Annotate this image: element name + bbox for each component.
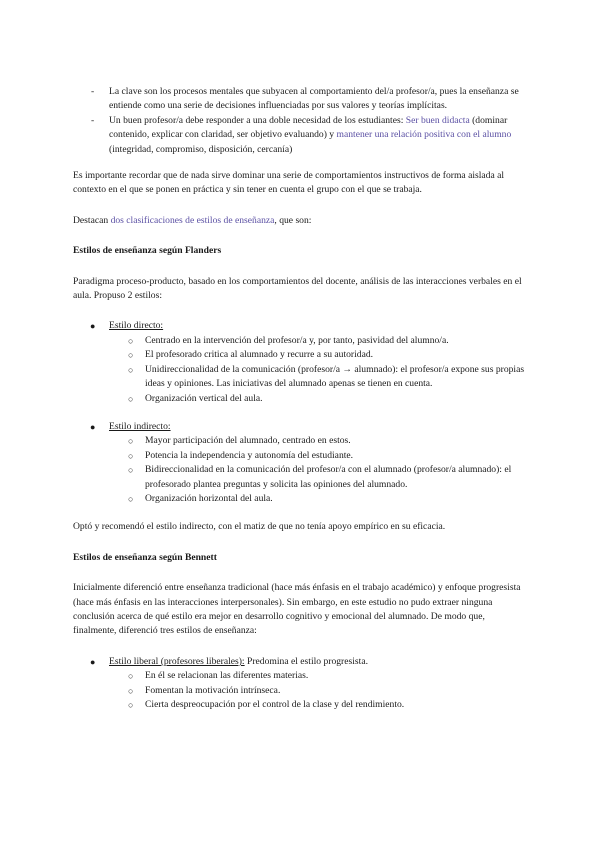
intro-item (73, 85, 528, 114)
sub-item-text: Fomentan la motivación intrínseca. (145, 684, 281, 696)
style-title: Estilo indirecto: (109, 420, 171, 432)
bullet-icon: ● (90, 421, 96, 432)
intro-item (73, 114, 528, 157)
dash-marker: - (91, 86, 95, 97)
sub-item-text: Unidireccionalidad de la comunicación (profesor/a → alumnado): el profesor/a expone sus propias ideas y opiniones. Las iniciativas del alumnado apenas se tienen en cuenta. (145, 363, 525, 390)
paragraph-importante: Es importante recordar que de nada sirve dominar una serie de comportamientos instructivos de forma aislada al contexto en el que se ponen en práctica y sin tener en cuenta el grupo con el que se trabaja. (73, 170, 505, 196)
sub-item (73, 348, 528, 362)
highlight-dos-clasificaciones: dos clasificaciones de estilos de enseñanza (110, 214, 275, 226)
style-sublist (73, 434, 528, 506)
paragraph-flanders-intro: Paradigma proceso-producto, basado en los comportamientos del docente, análisis de las interacciones verbales en el aula. Propuso 2 estilos: (73, 275, 522, 302)
style-item-liberal (73, 655, 528, 713)
style-sublist (73, 669, 528, 712)
circle-icon: ○ (128, 493, 134, 504)
sub-item (73, 684, 528, 698)
circle-icon: ○ (128, 465, 134, 476)
circle-icon: ○ (128, 685, 134, 696)
bullet-icon: ● (90, 321, 96, 332)
sub-item (73, 669, 528, 683)
sub-item (73, 449, 528, 463)
highlight-ser-buen-didacta: Ser buen didacta (405, 114, 470, 126)
sub-item-text: Centrado en la intervención del profesor/a y, por tanto, pasividad del alumno/a. (145, 334, 449, 346)
sub-item (73, 463, 528, 492)
sub-item-text: Cierta despreocupación por el control de la clase y del rendimiento. (145, 699, 405, 710)
paragraph-destacan (73, 214, 528, 228)
flanders-style-list (73, 319, 528, 506)
paragraph-flanders-conclusion: Optó y recomendó el estilo indirecto, con el matiz de que no tenía apoyo empírico en su eficacia. (73, 521, 446, 533)
intro-item-text: (dominar contenido, explicar con claridad, ser objetivo evaluando) y (109, 114, 508, 141)
sub-item (73, 434, 528, 448)
sub-item (73, 492, 528, 506)
heading-flanders: Estilos de enseñanza según Flanders (73, 245, 222, 257)
style-item-indirecto (73, 420, 528, 506)
sub-item-text: El profesorado critica al alumnado y recurre a su autoridad. (145, 349, 374, 361)
circle-icon: ○ (128, 393, 134, 404)
style-title: Estilo directo: (109, 320, 164, 332)
circle-icon: ○ (128, 436, 134, 447)
circle-icon: ○ (128, 335, 134, 346)
sub-item-text: Potencia la independencia y autonomía del estudiante. (145, 449, 354, 461)
sub-item-text: Organización horizontal del aula. (145, 492, 273, 504)
circle-icon: ○ (128, 671, 134, 682)
sub-item (73, 698, 528, 712)
style-sublist (73, 334, 528, 406)
sub-item (73, 392, 528, 406)
page-content (73, 85, 528, 712)
paragraph-text: , que son: (274, 214, 312, 226)
paragraph-bennett-intro: Inicialmente diferenció entre enseñanza tradicional (hace más énfasis en el trabajo académico) y enfoque progresista (hace más énfasis en las interacciones interpersonales). Sin embargo, en este estudio no pudo extraer ninguna conclusión acerca de qué estilo era mejor en desarrollo cognitivo y emocional del alumnado. De modo que, finalmente, diferenció tres estilos de enseñanza: (73, 582, 521, 637)
sub-item-text: Organización vertical del aula. (145, 392, 263, 404)
dash-marker: - (91, 114, 95, 126)
circle-icon: ○ (128, 700, 134, 710)
intro-list (73, 85, 528, 157)
sub-item-text: En él se relacionan las diferentes materias. (145, 670, 309, 682)
intro-item-text: (integridad, compromiso, disposición, cercanía) (109, 143, 293, 155)
bennett-style-list (73, 655, 528, 713)
circle-icon: ○ (128, 350, 134, 361)
style-title: Estilo liberal (profesores liberales): (109, 655, 245, 667)
bullet-icon: ● (90, 656, 96, 667)
circle-icon: ○ (128, 364, 134, 375)
highlight-relacion-positiva: mantener una relación positiva con el alumno (336, 129, 512, 141)
paragraph-text: Destacan (73, 214, 111, 226)
intro-item-text: La clave son los procesos mentales que subyacen al comportamiento del/a profesor/a, pues la enseñanza se entiende como una serie de decisiones influenciadas por sus valores y teorías implícitas. (109, 86, 519, 112)
style-item-directo (73, 319, 528, 405)
circle-icon: ○ (128, 450, 134, 461)
sub-item (73, 363, 528, 392)
sub-item-text: Bidireccionalidad en la comunicación del profesor/a con el alumnado (profesor/a alumnado): el profesorado plantea preguntas y solicita las opiniones del alumnado. (145, 464, 512, 490)
sub-item (73, 334, 528, 348)
sub-item-text: Mayor participación del alumnado, centrado en estos. (145, 435, 351, 447)
style-desc: Predomina el estilo progresista. (244, 655, 368, 667)
heading-bennett: Estilos de enseñanza según Bennett (73, 551, 217, 563)
intro-item-text: Un buen profesor/a debe responder a una doble necesidad de los estudiantes: (109, 114, 406, 126)
